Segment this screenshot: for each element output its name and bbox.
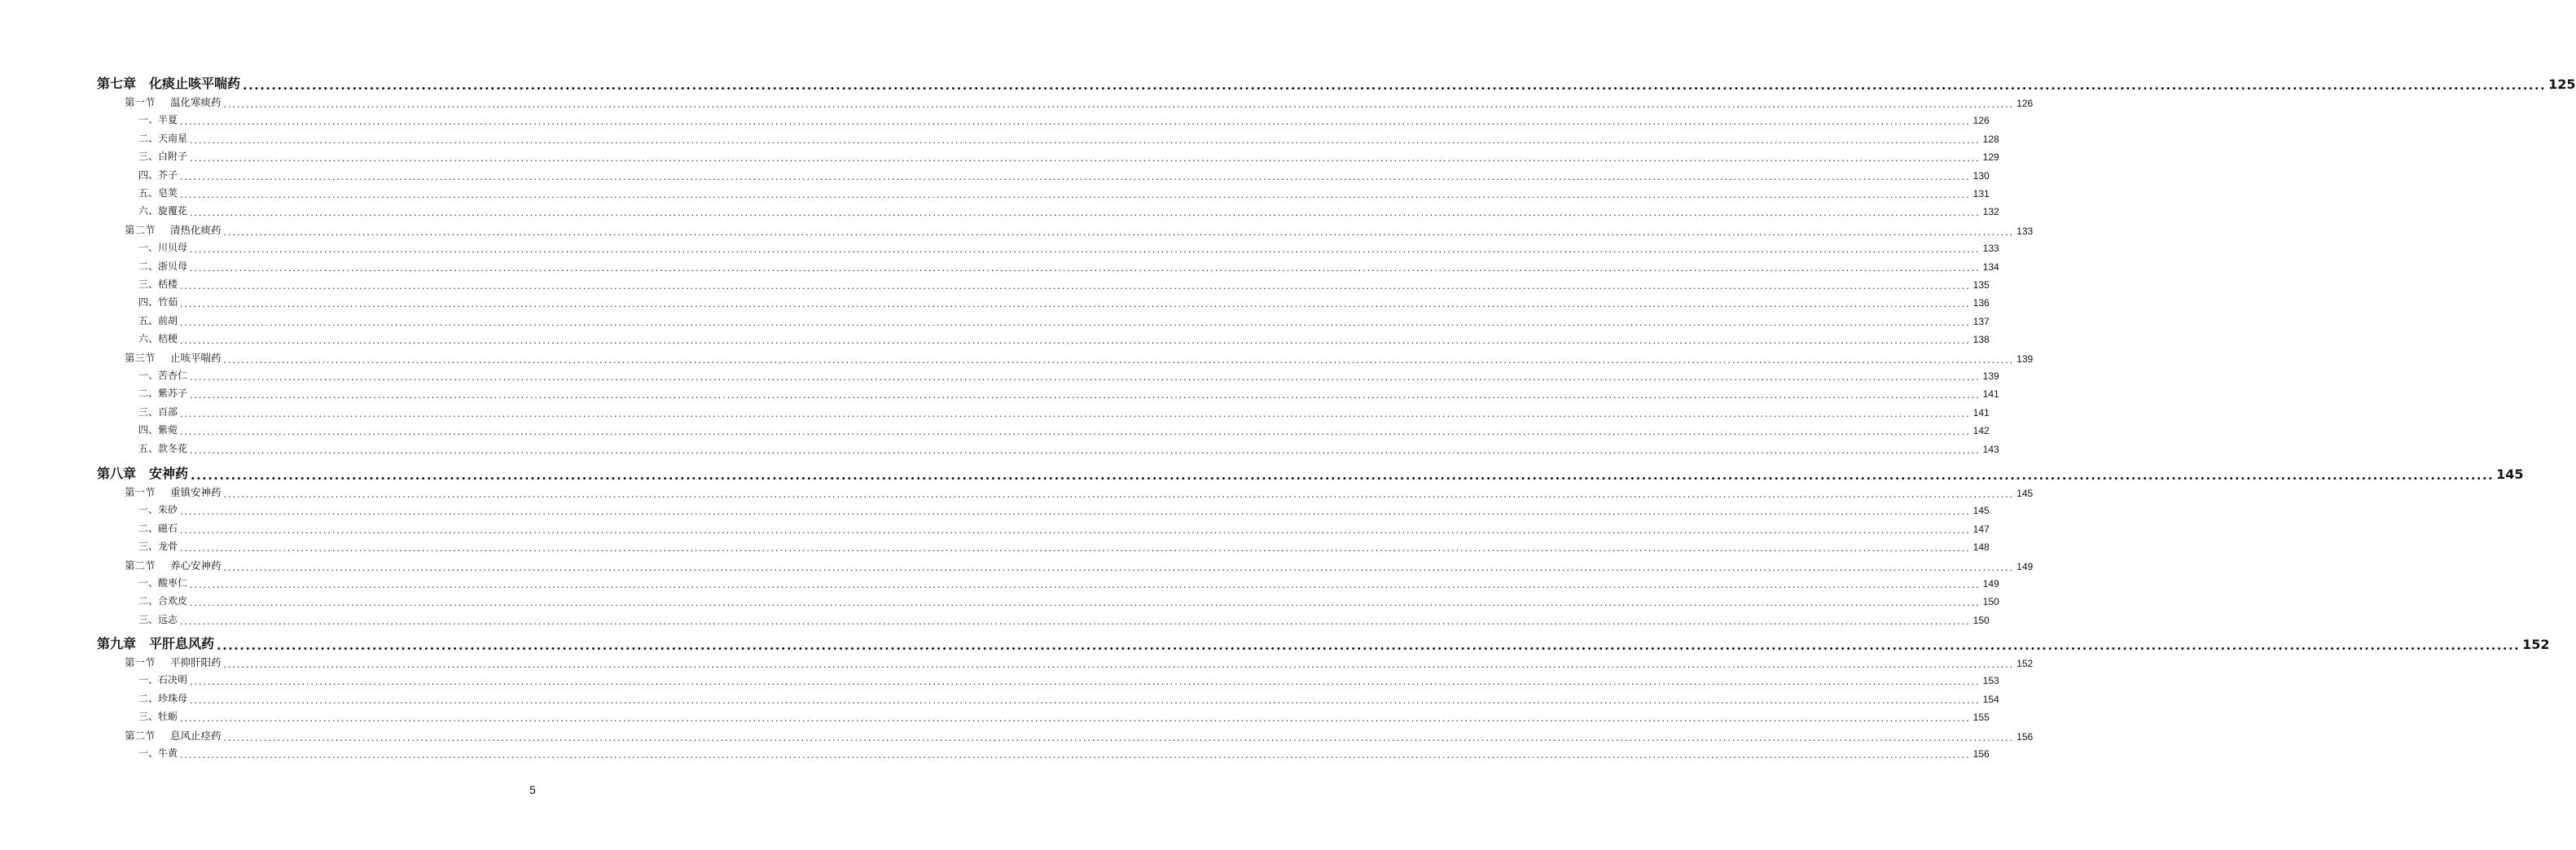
- dot-leader: ................................................................................................................................................................................................................................................................................................................................................................................................................: [180, 506, 1971, 518]
- toc-item-row[interactable]: [138, 405, 1990, 419]
- dot-leader: ................................................................................................................................................................................................................................................................................................................................................................................................................: [190, 153, 1981, 164]
- toc-item-title: 六、桔梗: [138, 333, 178, 345]
- toc-item-row[interactable]: [138, 368, 1999, 383]
- toc-item-title: 六、旋覆花: [138, 205, 188, 217]
- dot-leader: ................................................................................................................................................................................................................................................................................................................................................................................................................: [180, 171, 1971, 182]
- toc-chapter-label: [97, 73, 240, 92]
- toc-item-row[interactable]: [138, 612, 1990, 627]
- toc-chapter-title: 安神药: [149, 466, 189, 481]
- toc-page-number: 136: [1973, 297, 1990, 309]
- toc-item-row[interactable]: [138, 149, 1999, 164]
- toc-item-label: [138, 386, 187, 400]
- dot-leader: ................................................................................................................................................................................................................................................................................................................................................................................................................: [190, 390, 1981, 401]
- toc-item-row[interactable]: [138, 168, 1990, 182]
- toc-item-title: 一、半夏: [138, 114, 178, 126]
- toc-chapter-number: 第七章: [97, 76, 137, 91]
- toc-page-number: 130: [1973, 169, 1990, 182]
- toc-item-row[interactable]: [138, 709, 1990, 725]
- dot-leader: ................................................................................................................................................................................................................................................................................................................................................................................................................: [190, 598, 1981, 609]
- dot-leader: ................................................................................................................................................................................................................................................................................................................................................................................................................: [190, 694, 1981, 706]
- toc-chapter-row[interactable]: [97, 633, 2550, 653]
- toc-page-number: 126: [1973, 115, 1990, 127]
- dot-leader: ................................................................................................................................................................................................................................................................................................................................................................................................................: [180, 116, 1971, 128]
- toc-section-number: 第一节: [125, 656, 156, 668]
- dot-leader: ................................................................................................................................................................................................................................................................................................................................................................................................................: [190, 262, 1981, 274]
- toc-item-row[interactable]: [138, 521, 1990, 536]
- toc-item-row[interactable]: [138, 673, 1999, 688]
- toc-item-label: [138, 368, 187, 382]
- toc-item-title: 二、磁石: [138, 522, 178, 534]
- toc-item-label: [138, 331, 178, 345]
- toc-item-label: [138, 405, 178, 418]
- toc-chapter-number: 第九章: [97, 636, 137, 651]
- dot-leader: ................................................................................................................................................................................................................................................................................................................................................................................................................: [223, 659, 2015, 670]
- toc-item-label: [138, 746, 178, 760]
- toc-section-label: [125, 350, 222, 365]
- toc-section-label: [125, 222, 222, 237]
- dot-leader: ................................................................................................................................................................................................................................................................................................................................................................................................................: [180, 713, 1971, 725]
- toc-item-title: 四、紫菀: [138, 424, 178, 436]
- toc-item-row[interactable]: [138, 295, 1990, 310]
- toc-item-row[interactable]: [138, 277, 1990, 291]
- toc-item-label: [138, 691, 187, 705]
- toc-item-label: [138, 539, 178, 553]
- toc-item-title: 三、栝楼: [138, 278, 178, 290]
- toc-item-row[interactable]: [138, 131, 1999, 146]
- dot-leader: ................................................................................................................................................................................................................................................................................................................................................................................................................: [180, 299, 1971, 310]
- toc-item-row[interactable]: [138, 331, 1990, 347]
- toc-item-label: [138, 423, 178, 436]
- toc-section-title: 清热化痰药: [170, 223, 222, 236]
- toc-section-number: 第二节: [125, 729, 156, 742]
- toc-item-label: [138, 313, 178, 327]
- toc-item-label: [138, 168, 178, 182]
- toc-section-title: 息风止痉药: [170, 729, 222, 742]
- toc-section-number: 第三节: [125, 351, 156, 364]
- toc-item-row[interactable]: [138, 691, 1999, 706]
- toc-page-number: 135: [1973, 279, 1990, 291]
- toc-chapter-title: 平肝息风药: [149, 636, 215, 651]
- toc-item-title: 二、合欢皮: [138, 595, 188, 607]
- toc-section-label: [125, 484, 222, 499]
- dot-leader: ................................................................................................................................................................................................................................................................................................................................................................................................................: [223, 226, 2015, 238]
- toc-item-row[interactable]: [138, 386, 1999, 401]
- toc-page-number: 145: [2016, 488, 2034, 499]
- toc-item-row[interactable]: [138, 313, 1990, 328]
- toc-page-number: 126: [2016, 98, 2034, 109]
- toc-section-number: 第二节: [125, 559, 156, 572]
- toc-section-title: 平抑肝阳药: [170, 656, 222, 668]
- toc-page-number: 149: [2016, 560, 2034, 572]
- dot-leader: ................................................................................................................................................................................................................................................................................................................................................................................................................: [180, 281, 1971, 291]
- toc-item-title: 二、珍珠母: [138, 692, 188, 704]
- dot-leader: ................................................................................................................................................................................................................................................................................................................................................................................................................: [180, 317, 1971, 328]
- toc-item-label: [138, 612, 178, 626]
- dot-leader: ................................................................................................................................................................................................................................................................................................................................................................................................................: [190, 677, 1981, 688]
- toc-item-title: 二、天南星: [138, 132, 188, 144]
- toc-item-row[interactable]: [138, 539, 1990, 554]
- toc-item-row[interactable]: [138, 259, 1999, 274]
- toc-item-label: [138, 709, 178, 723]
- toc-page-number: 125: [2548, 77, 2576, 92]
- toc-page-number: 138: [1973, 334, 1990, 346]
- toc-page-number: 129: [1982, 151, 1999, 164]
- toc-chapter-row[interactable]: [97, 73, 2576, 93]
- dot-leader: ................................................................................................................................................................................................................................................................................................................................................................................................................: [180, 427, 1971, 438]
- toc-section-title: 养心安神药: [170, 559, 222, 572]
- toc-section-title: 止咳平喘药: [170, 351, 222, 364]
- toc-page-number: 139: [2016, 353, 2034, 365]
- toc-section-number: 第二节: [125, 223, 156, 236]
- toc-item-row[interactable]: [138, 502, 1990, 518]
- page-number: 5: [529, 783, 536, 796]
- toc-page-number: 152: [2522, 637, 2550, 652]
- toc-chapter-number: 第八章: [97, 466, 137, 481]
- toc-item-title: 一、苦杏仁: [138, 370, 188, 381]
- toc-section-row[interactable]: [125, 484, 2034, 500]
- toc-item-title: 三、百部: [138, 405, 178, 418]
- toc-page-number: 145: [1973, 505, 1990, 517]
- toc-item-title: 一、牛黄: [138, 747, 178, 759]
- toc-item-row[interactable]: [138, 441, 1999, 456]
- toc-item-title: 三、龙骨: [138, 541, 178, 553]
- toc-item-title: 五、款冬花: [138, 442, 188, 454]
- dot-leader: ................................................................................................................................................................................................................................................................................................................................................................................................................: [190, 134, 1981, 146]
- toc-page-number: 134: [1982, 261, 1999, 273]
- toc-item-label: [138, 502, 178, 516]
- toc-section-row[interactable]: [125, 655, 2034, 670]
- dot-leader: ................................................................................................................................................................................................................................................................................................................................................................................................................: [180, 616, 1971, 627]
- toc-item-title: 一、朱砂: [138, 504, 178, 516]
- toc-page-number: 139: [1982, 370, 1999, 382]
- toc-item-row[interactable]: [138, 186, 1990, 200]
- toc-item-label: [138, 295, 178, 309]
- dot-leader: ................................................................................................................................................................................................................................................................................................................................................................................................................: [190, 580, 1981, 590]
- toc-item-row[interactable]: [138, 423, 1990, 438]
- toc-item-label: [138, 204, 187, 217]
- toc-item-title: 五、皂荚: [138, 187, 178, 199]
- toc-section-title: 温化寒痰药: [170, 96, 222, 108]
- toc-section-row[interactable]: [125, 728, 2034, 743]
- dot-leader: ................................................................................................................................................................................................................................................................................................................................................................................................................: [223, 99, 2015, 110]
- toc-page-number: 131: [1973, 188, 1990, 199]
- dot-leader: ................................................................................................................................................................................................................................................................................................................................................................................................................: [223, 732, 2015, 743]
- toc-chapter-title: 化痰止咳平喘药: [149, 76, 241, 91]
- toc-page-number: 141: [1973, 406, 1990, 418]
- dot-leader: ................................................................................................................................................................................................................................................................................................................................................................................................................: [180, 543, 1971, 554]
- dot-leader: ................................................................................................................................................................................................................................................................................................................................................................................................................: [180, 190, 1971, 200]
- toc-item-label: [138, 149, 187, 163]
- toc-page-number: 145: [2496, 467, 2524, 482]
- dot-leader: ................................................................................................................................................................................................................................................................................................................................................................................................................: [180, 524, 1971, 536]
- toc-item-row[interactable]: [138, 204, 1999, 219]
- toc-item-title: 二、浙贝母: [138, 260, 188, 272]
- toc-section-row[interactable]: [125, 350, 2034, 366]
- toc-page-number: 142: [1973, 425, 1990, 437]
- toc-page-number: 149: [1982, 578, 1999, 589]
- toc-item-label: [138, 594, 187, 607]
- toc-item-label: [138, 131, 187, 145]
- toc-item-label: [138, 259, 187, 273]
- toc-page-number: 154: [1982, 693, 1999, 705]
- toc-item-label: [138, 576, 187, 589]
- toc-page-number: 153: [1982, 675, 1999, 687]
- dot-leader: ................................................................................................................................................................................................................................................................................................................................................................................................................: [180, 408, 1971, 419]
- dot-leader: ................................................................................................................................................................................................................................................................................................................................................................................................................: [190, 244, 1981, 256]
- toc-page-number: 156: [1973, 748, 1990, 760]
- dot-leader: ................................................................................................................................................................................................................................................................................................................................................................................................................: [190, 445, 1981, 456]
- dot-leader: ................................................................................................................................................................................................................................................................................................................................................................................................................: [243, 77, 2547, 93]
- toc-page-number: 133: [1982, 243, 1999, 255]
- toc-section-row[interactable]: [125, 222, 2034, 238]
- toc-item-title: 三、远志: [138, 613, 178, 625]
- toc-page-number: 137: [1973, 315, 1990, 327]
- toc-page-number: 132: [1982, 206, 1999, 218]
- toc-item-title: 五、前胡: [138, 314, 178, 326]
- toc-page-number: 148: [1973, 541, 1990, 554]
- toc-item-title: 四、竹茹: [138, 296, 178, 309]
- toc-section-label: [125, 655, 222, 669]
- dot-leader: ................................................................................................................................................................................................................................................................................................................................................................................................................: [180, 750, 1971, 760]
- toc-page-number: 150: [1982, 596, 1999, 608]
- dot-leader: ................................................................................................................................................................................................................................................................................................................................................................................................................: [223, 354, 2015, 366]
- toc-item-title: 三、白附子: [138, 151, 188, 163]
- toc-chapter-label: [97, 633, 214, 652]
- dot-leader: ................................................................................................................................................................................................................................................................................................................................................................................................................: [223, 562, 2015, 573]
- toc-item-row[interactable]: [138, 746, 1990, 760]
- dot-leader: ................................................................................................................................................................................................................................................................................................................................................................................................................: [180, 335, 1971, 347]
- toc-item-title: 三、牡蛎: [138, 711, 178, 723]
- toc-page-number: 155: [1973, 712, 1990, 724]
- toc-item-title: 四、芥子: [138, 169, 178, 181]
- toc-item-label: [138, 673, 187, 686]
- toc-page-number: 128: [1982, 133, 1999, 145]
- toc-chapter-row[interactable]: [97, 463, 2524, 483]
- toc-item-label: [138, 240, 187, 254]
- toc-chapter-label: [97, 463, 188, 482]
- toc-section-row[interactable]: [125, 94, 2034, 110]
- toc-page-number: 143: [1982, 443, 1999, 455]
- toc-section-label: [125, 728, 222, 743]
- toc-item-title: 一、酸枣仁: [138, 577, 188, 589]
- toc-section-title: 重镇安神药: [170, 486, 222, 498]
- toc-item-title: 一、石决明: [138, 674, 188, 686]
- toc-item-row[interactable]: [138, 112, 1990, 128]
- dot-leader: ................................................................................................................................................................................................................................................................................................................................................................................................................: [191, 467, 2495, 483]
- toc-page-number: 152: [2016, 658, 2034, 669]
- toc-page-number: 150: [1973, 614, 1990, 626]
- toc-item-label: [138, 277, 178, 291]
- toc-section-number: 第一节: [125, 486, 156, 498]
- toc-item-label: [138, 521, 178, 535]
- dot-leader: ................................................................................................................................................................................................................................................................................................................................................................................................................: [223, 489, 2015, 500]
- dot-leader: ................................................................................................................................................................................................................................................................................................................................................................................................................: [190, 372, 1981, 383]
- toc-page-number: 141: [1982, 388, 1999, 401]
- toc-item-row[interactable]: [138, 576, 1999, 590]
- toc-item-label: [138, 112, 178, 126]
- toc-item-title: 二、紫苏子: [138, 388, 188, 400]
- toc-item-row[interactable]: [138, 240, 1999, 256]
- toc-page-number: 147: [1973, 523, 1990, 535]
- toc-section-label: [125, 558, 222, 572]
- toc-page-number: 156: [2016, 730, 2034, 743]
- dot-leader: ................................................................................................................................................................................................................................................................................................................................................................................................................: [217, 638, 2521, 653]
- toc-item-label: [138, 441, 187, 455]
- toc-section-label: [125, 94, 222, 109]
- toc-section-number: 第一节: [125, 96, 156, 108]
- dot-leader: ................................................................................................................................................................................................................................................................................................................................................................................................................: [190, 208, 1981, 219]
- toc-section-row[interactable]: [125, 558, 2034, 573]
- toc-item-title: 一、川贝母: [138, 242, 188, 254]
- toc-item-label: [138, 186, 178, 199]
- toc-item-row[interactable]: [138, 594, 1999, 609]
- toc-page-number: 133: [2016, 225, 2034, 237]
